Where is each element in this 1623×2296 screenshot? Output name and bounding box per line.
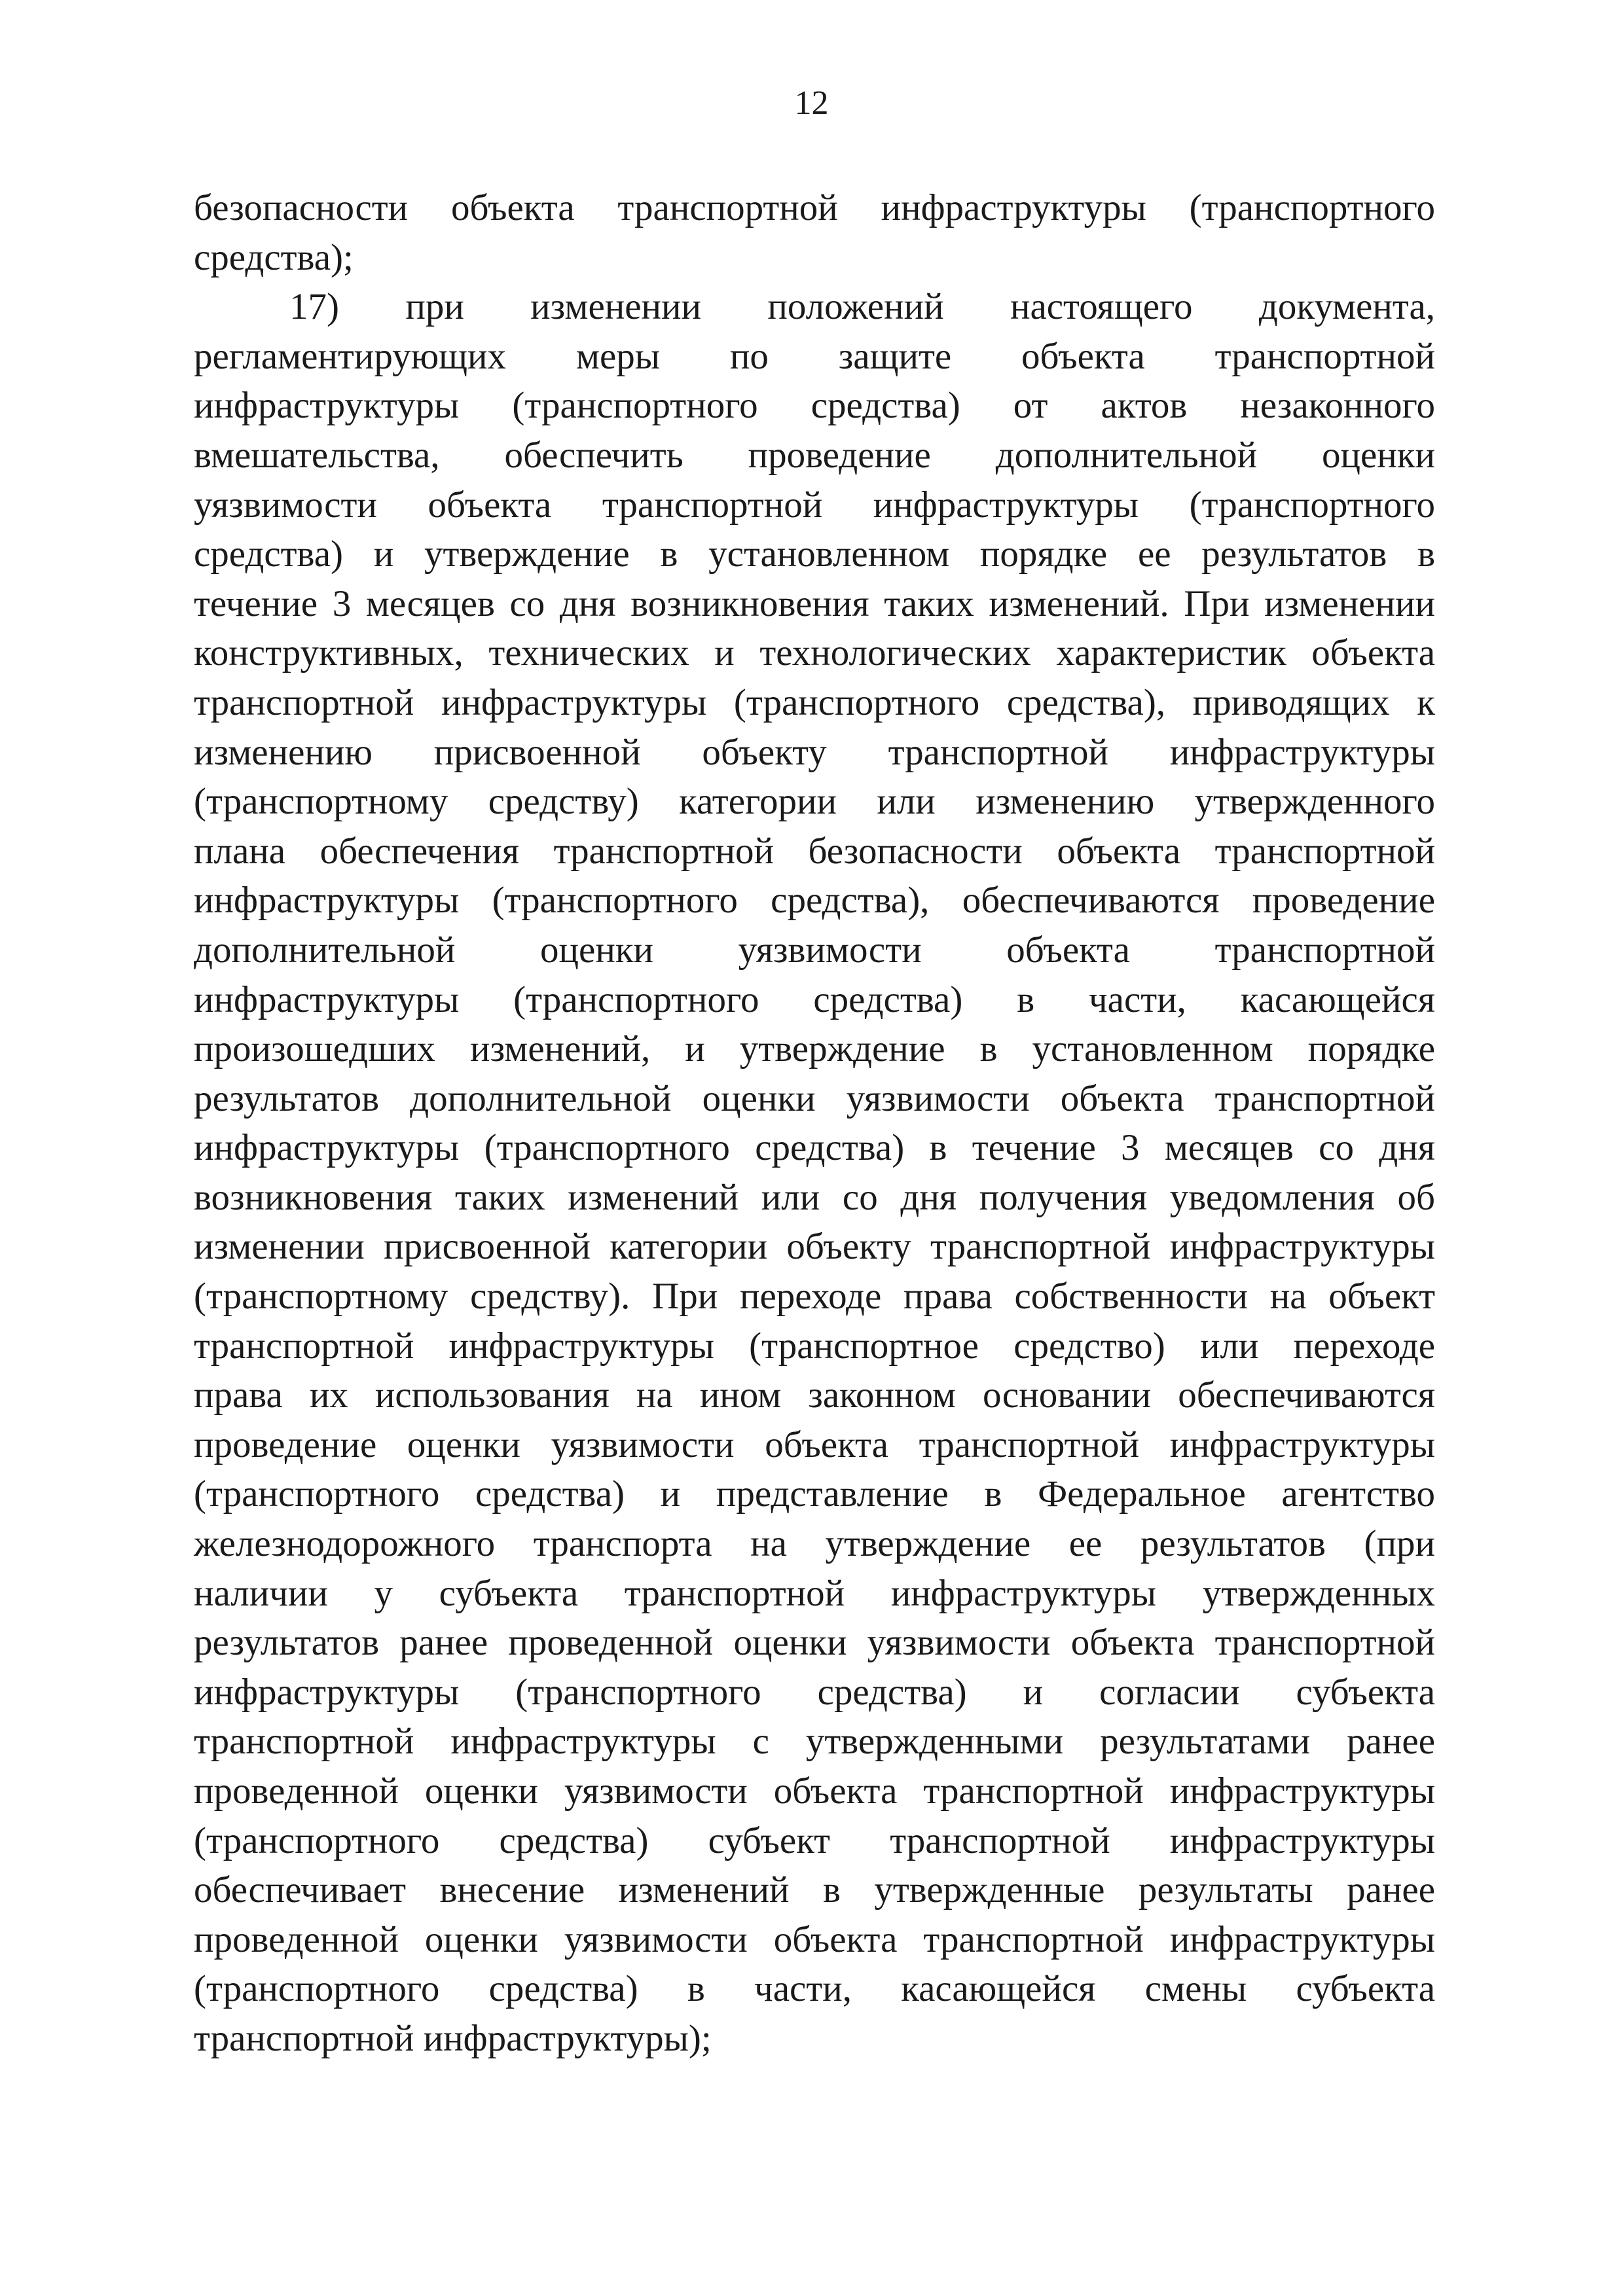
text-line: проведение оценки уязвимости объекта транспортной инфраструктуры xyxy=(194,1424,1435,1465)
text-line: железнодорожного транспорта на утверждение ее результатов (при xyxy=(194,1523,1435,1565)
text-line: транспортной инфраструктуры с утвержденными результатами ранее xyxy=(194,1721,1435,1763)
text-line: течение 3 месяцев со дня возникновения таких изменений. При изменении xyxy=(194,583,1435,624)
text-line: инфраструктуры (транспортного средства) и согласии субъекта xyxy=(194,1671,1435,1713)
text-line: (транспортному средству). При переходе права собственности на объект xyxy=(194,1276,1435,1318)
text-line: инфраструктуры (транспортного средства), обеспечиваются проведение xyxy=(194,880,1435,922)
text-line: вмешательства, обеспечить проведение дополнительной оценки xyxy=(194,434,1435,476)
text-line: инфраструктуры (транспортного средства) в течение 3 месяцев со дня xyxy=(194,1127,1435,1169)
page-number: 12 xyxy=(794,84,829,122)
text-line: наличии у субъекта транспортной инфраструктуры утвержденных xyxy=(194,1572,1435,1614)
text-line: изменении присвоенной категории объекту транспортной инфраструктуры xyxy=(194,1226,1435,1268)
text-line: возникновения таких изменений или со дня получения уведомления об xyxy=(194,1176,1435,1218)
text-line: изменению присвоенной объекту транспортной инфраструктуры xyxy=(194,731,1435,773)
text-line: (транспортного средства) в части, касающейся смены субъекта xyxy=(194,1968,1435,2010)
text-line: регламентирующих меры по защите объекта транспортной xyxy=(194,335,1435,377)
text-line: безопасности объекта транспортной инфраструктуры (транспортного xyxy=(194,187,1435,228)
text-line: инфраструктуры (транспортного средства) от актов незаконного xyxy=(194,385,1435,427)
text-line: (транспортного средства) субъект транспортной инфраструктуры xyxy=(194,1820,1435,1861)
text-line: транспортной инфраструктуры); xyxy=(194,2017,712,2059)
text-line: конструктивных, технических и технологических характеристик объекта xyxy=(194,632,1435,674)
text-line: транспортной инфраструктуры (транспортное средство) или переходе xyxy=(194,1325,1435,1367)
text-line: результатов ранее проведенной оценки уязвимости объекта транспортной xyxy=(194,1622,1435,1664)
text-line: уязвимости объекта транспортной инфраструктуры (транспортного xyxy=(194,484,1435,526)
text-line: (транспортного средства) и представление в Федеральное агентство xyxy=(194,1473,1435,1515)
text-line: проведенной оценки уязвимости объекта транспортной инфраструктуры xyxy=(194,1770,1435,1812)
text-line: плана обеспечения транспортной безопасности объекта транспортной xyxy=(194,830,1435,872)
text-line: 17) при изменении положений настоящего документа, xyxy=(289,286,1435,328)
text-line: права их использования на ином законном основании обеспечиваются xyxy=(194,1374,1435,1416)
text-line: средства) и утверждение в установленном порядке ее результатов в xyxy=(194,533,1435,575)
text-line: инфраструктуры (транспортного средства) в части, касающейся xyxy=(194,978,1435,1020)
text-line: (транспортному средству) категории или изменению утвержденного xyxy=(194,781,1435,823)
text-line: проведенной оценки уязвимости объекта транспортной инфраструктуры xyxy=(194,1918,1435,1960)
text-line: дополнительной оценки уязвимости объекта транспортной xyxy=(194,929,1435,971)
document-body xyxy=(194,183,1435,2064)
text-line: результатов дополнительной оценки уязвимости объекта транспортной xyxy=(194,1077,1435,1119)
text-line: произошедших изменений, и утверждение в установленном порядке xyxy=(194,1028,1435,1070)
text-line: средства); xyxy=(194,236,354,278)
text-line: обеспечивает внесение изменений в утвержденные результаты ранее xyxy=(194,1869,1435,1911)
text-line: транспортной инфраструктуры (транспортного средства), приводящих к xyxy=(194,681,1435,723)
